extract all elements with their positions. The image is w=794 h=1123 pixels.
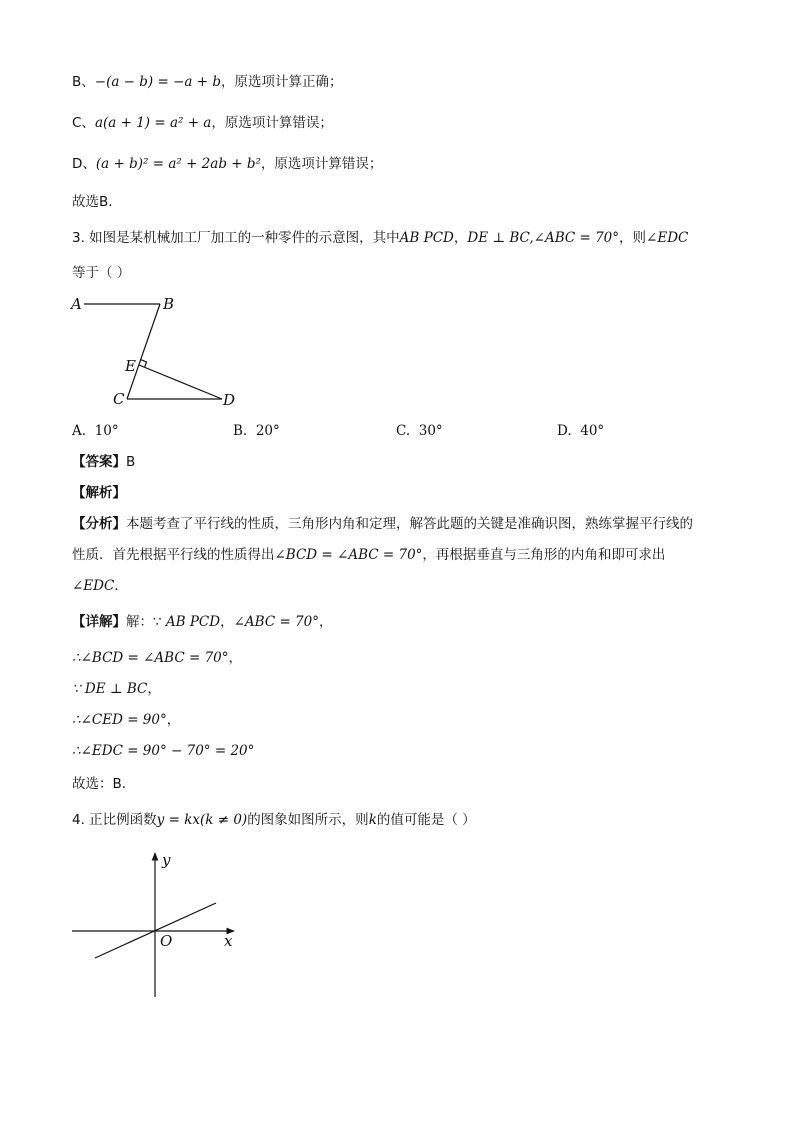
q3-choose: 故选：B． [72,776,136,792]
x-axis-label: x [224,932,233,950]
point-b-label: B [163,295,175,313]
point-c-label: C [113,390,125,408]
q3-detail: 【详解】解：∵ AB PCD，∠ABC = 70°， [72,614,333,630]
prev-option-b: B、−(a − b) = −a + b，原选项计算正确； [72,74,343,90]
q3-step-2: ∵ DE ⊥ BC， [72,681,161,697]
prev-option-d: D、(a + b)² = a² + 2ab + b²，原选项计算错误； [72,156,383,172]
origin-label: O [160,932,173,950]
q4-stem: 4. 正比例函数y = kx(k ≠ 0)的图象如图所示，则k的值可能是（ ） [72,812,476,828]
q3-step-1: ∴∠BCD = ∠ABC = 70°， [72,650,243,666]
q3-fenxi-line3: ∠EDC． [72,578,128,594]
point-d-label: D [223,391,236,409]
q3-figure [60,288,260,413]
prev-choose: 故选B． [72,194,122,210]
q3-fenxi-line1: 【分析】本题考查了平行线的性质，三角形内角和定理，解答此题的关键是准确识图，熟练掌握平行线的 [72,516,693,532]
q3-stem-continued: 等于（ ） [72,265,131,281]
y-axis-label: y [162,851,171,869]
point-e-label: E [125,357,136,375]
q3-step-3: ∴∠CED = 90°， [72,712,181,728]
q3-answer: 【答案】B [72,454,136,470]
segment-bc [127,304,160,399]
q3-analysis-tag: 【解析】 [72,485,126,501]
q3-fenxi-line2: 性质．首先根据平行线的性质得出∠BCD = ∠ABC = 70°，再根据垂直与三角形的内角和即可求出 [72,547,666,563]
q3-option-d[interactable]: D. 40° [557,423,605,439]
q3-option-c[interactable]: C. 30° [396,423,443,439]
q3-option-b[interactable]: B. 20° [233,423,280,439]
q3-stem: 3. 如图是某机械加工厂加工的一种零件的示意图，其中AB PCD，DE ⊥ BC,∠ABC = 70°，则∠EDC [72,230,689,246]
segment-ed [139,365,222,399]
q3-step-4: ∴∠EDC = 90° − 70° = 20° [72,743,255,759]
point-a-label: A [71,295,82,313]
q3-option-a[interactable]: A. 10° [72,423,119,439]
q4-figure [60,845,260,1005]
prev-option-c: C、a(a + 1) = a² + a，原选项计算错误； [72,115,333,131]
